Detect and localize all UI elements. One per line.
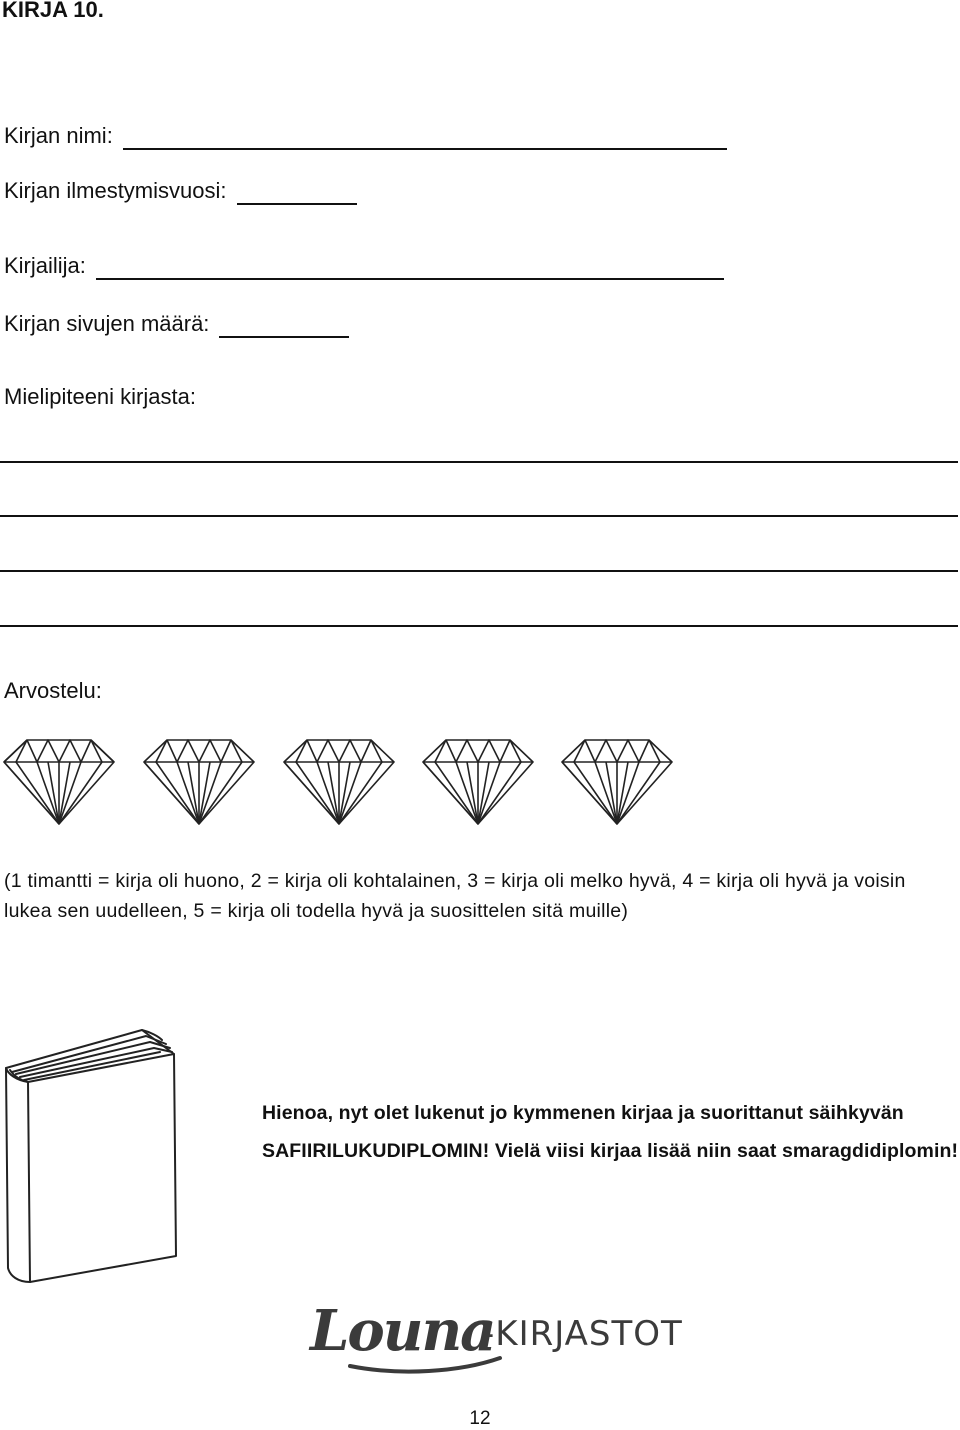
- page-count-input-line[interactable]: [219, 314, 349, 338]
- field-label: Kirjan nimi:: [4, 123, 113, 148]
- book-icon: [0, 1024, 180, 1286]
- field-page-count: [4, 310, 349, 338]
- diamond-icon[interactable]: [282, 738, 396, 826]
- field-opinion: [4, 383, 196, 411]
- diamond-icon[interactable]: [142, 738, 256, 826]
- diamond-icon[interactable]: [2, 738, 116, 826]
- page-number: 12: [469, 1408, 491, 1429]
- field-author: [4, 252, 724, 280]
- field-label: Kirjan sivujen määrä:: [4, 311, 210, 336]
- publication-year-input-line[interactable]: [237, 181, 357, 205]
- logo-brand: Louna: [310, 1298, 495, 1364]
- logo-suffix: -KIRJASTOT: [482, 1314, 683, 1354]
- field-label: Kirjan ilmestymisvuosi:: [4, 178, 227, 203]
- rating-label: Arvostelu:: [4, 678, 102, 703]
- congratulations-message: Hienoa, nyt olet lukenut jo kymmenen kirjaa ja suorittanut säihkyvän SAFIIRILUKUDIPLOMIN! Vielä viisi kirjaa lisää niin saat smaragdidiplomin!: [262, 1102, 959, 1162]
- field-publication-year: [4, 177, 357, 205]
- opinion-line-2[interactable]: [0, 515, 958, 517]
- field-label: Kirjailija:: [4, 253, 86, 278]
- diamond-icon[interactable]: [421, 738, 535, 826]
- opinion-line-1[interactable]: [0, 461, 958, 463]
- diamond-icon[interactable]: [560, 738, 674, 826]
- rating-legend: (1 timantti = kirja oli huono, 2 = kirja oli kohtalainen, 3 = kirja oli melko hyvä, 4 = kirja oli hyvä ja voisin lukea sen uudelleen, 5 = kirja oli todella hyvä ja suosittelen sitä muille): [4, 870, 906, 922]
- rating-section: [4, 677, 102, 705]
- opinion-line-4[interactable]: [0, 625, 958, 627]
- field-book-name: [4, 122, 727, 150]
- opinion-line-3[interactable]: [0, 570, 958, 572]
- page-title: KIRJA 10.: [2, 0, 104, 22]
- field-label: Mielipiteeni kirjasta:: [4, 384, 196, 409]
- author-input-line[interactable]: [96, 256, 724, 280]
- book-name-input-line[interactable]: [123, 126, 727, 150]
